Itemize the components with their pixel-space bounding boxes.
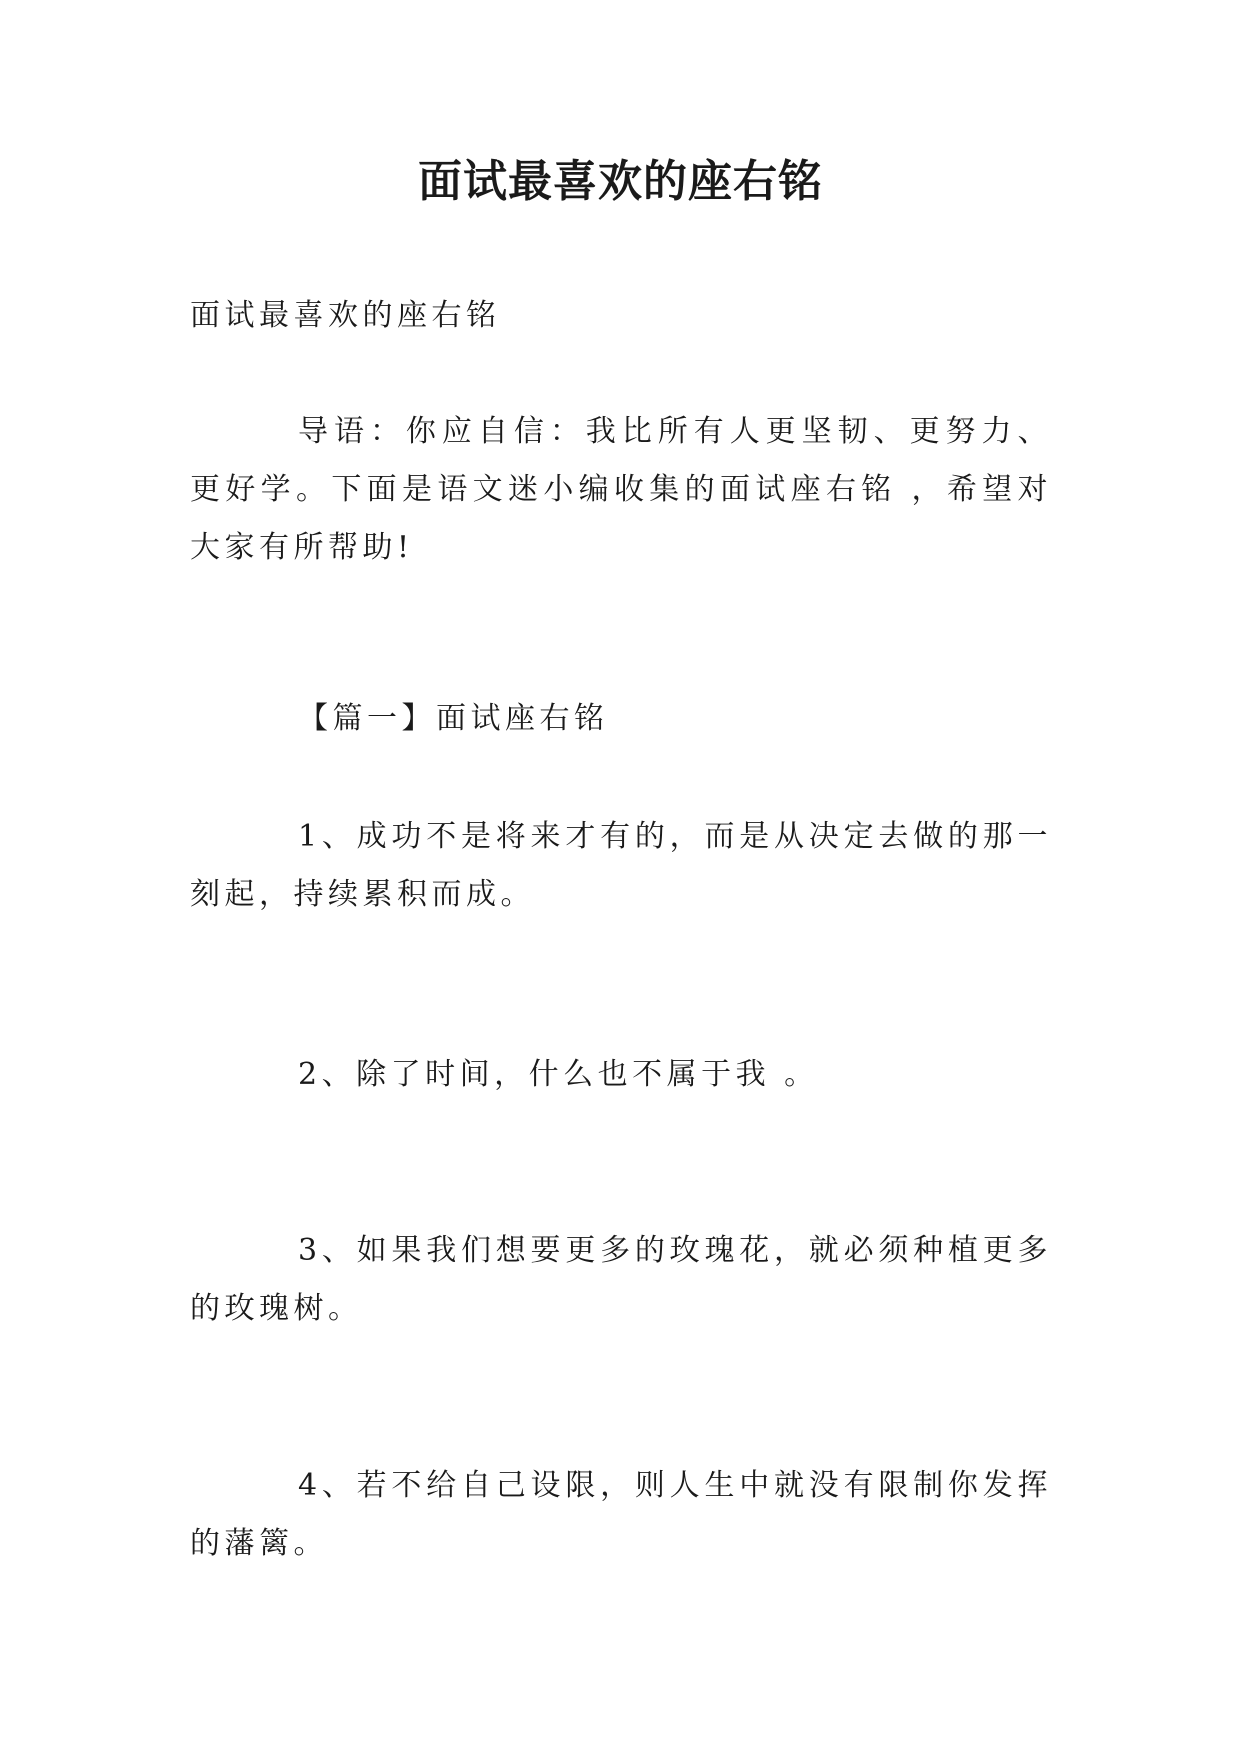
motto-item-3: 3、如果我们想要更多的玫瑰花，就必须种植更多的玫瑰树。 [190,1233,1052,1326]
section-heading: 【篇一】面试座右铭 [298,701,609,736]
motto-item-1: 1、成功不是将来才有的，而是从决定去做的那一刻起，持续累积而成。 [190,819,1052,912]
intro-paragraph: 导语：你应自信：我比所有人更坚韧、更努力、更好学。下面是语文迷小编收集的面试座右铭 ，希望对大家有所帮助! [190,414,1052,565]
document-subtitle: 面试最喜欢的座右铭 [190,298,501,333]
motto-item-2: 2、除了时间，什么也不属于我 。 [298,1057,819,1092]
document-title: 面试最喜欢的座右铭 [418,156,823,207]
motto-item-4: 4、若不给自己设限，则人生中就没有限制你发挥的藩篱。 [190,1468,1052,1561]
